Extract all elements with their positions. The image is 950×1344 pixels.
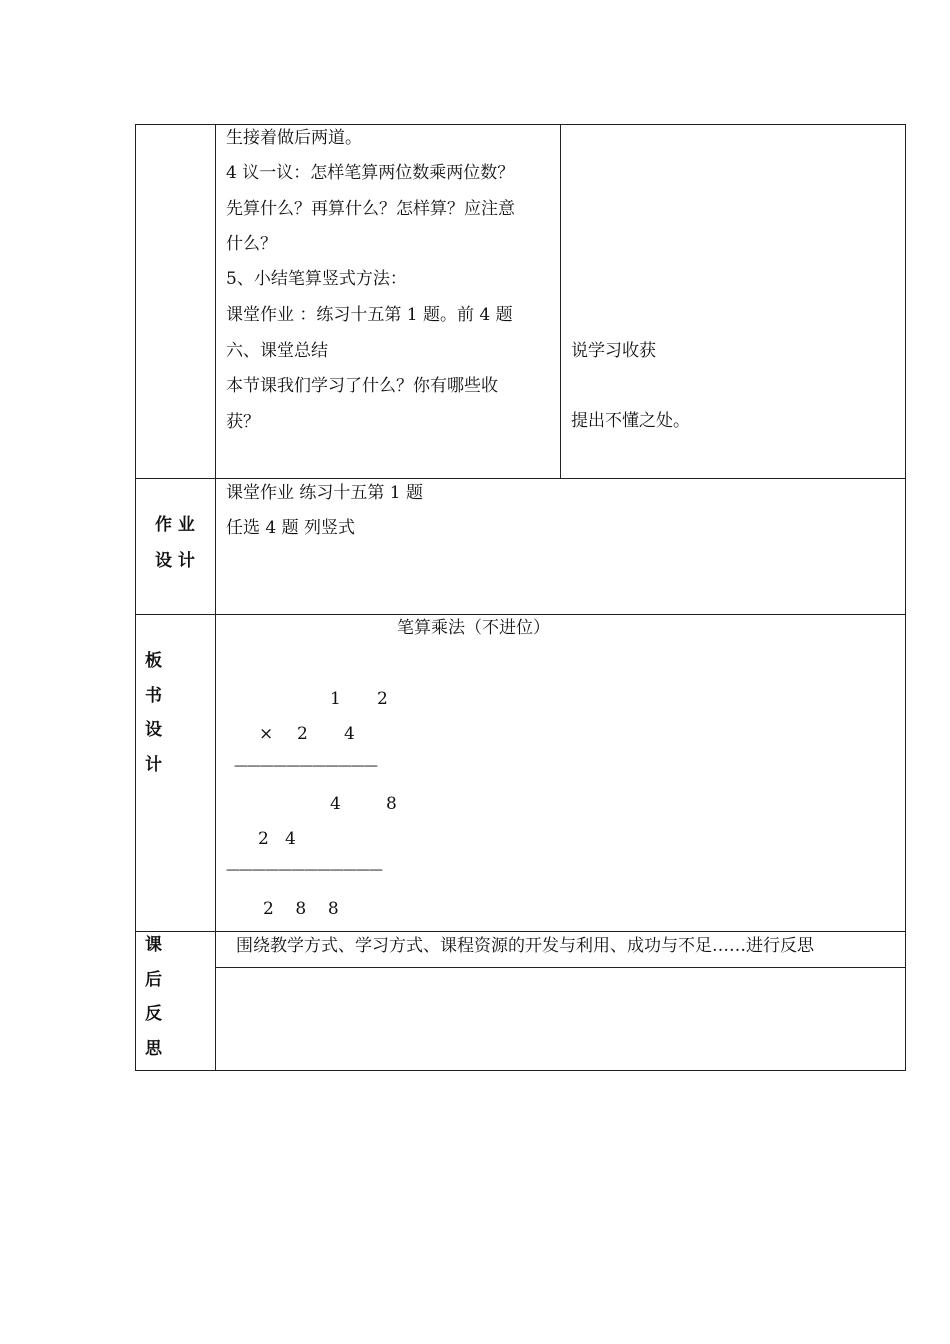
- digit: 4: [330, 794, 341, 814]
- process-line: 生接着做后两道。: [226, 128, 362, 148]
- process-line: 六、课堂总结: [226, 341, 328, 361]
- reflection-label: 思: [145, 1039, 162, 1059]
- process-line: 获？: [226, 412, 260, 432]
- reflection-guidance: 围绕教学方式、学习方式、课程资源的开发与利用、成功与不足……进行反思: [236, 936, 814, 956]
- column-divider: [215, 124, 216, 1071]
- times-sign: ×: [259, 724, 274, 744]
- table-border-bottom: [135, 1070, 906, 1071]
- reflection-label: 课: [145, 935, 162, 955]
- row-divider: [135, 478, 906, 479]
- process-line: 4 议一议：怎样笔算两位数乘两位数？: [226, 163, 515, 183]
- process-line: 5、小结笔算竖式方法：: [226, 269, 407, 289]
- digit: 1: [330, 689, 341, 709]
- student-line: 说学习收获: [571, 341, 656, 361]
- digit: 2: [377, 689, 388, 709]
- process-line: 什么？: [226, 234, 277, 254]
- calculation-rule: ————————————: [226, 862, 382, 878]
- calculation-rule: ———————————: [234, 758, 377, 774]
- student-line: 提出不懂之处。: [571, 411, 690, 431]
- process-line: 先算什么？再算什么？怎样算？应注意: [226, 199, 515, 219]
- board-label: 计: [145, 755, 162, 775]
- digit: 4: [344, 724, 355, 744]
- homework-line: 课堂作业 练习十五第 1 题: [226, 483, 424, 503]
- board-label: 书: [145, 686, 162, 706]
- homework-line: 任选 4 题 列竖式: [226, 518, 356, 538]
- reflection-label: 后: [145, 970, 162, 990]
- column-divider: [560, 124, 561, 479]
- digit: 8: [386, 794, 397, 814]
- table-border-top: [135, 124, 906, 125]
- row-divider: [215, 967, 906, 968]
- row-divider: [135, 931, 906, 932]
- process-line: 课堂作业 ：练习十五第 1 题。前 4 题: [226, 305, 513, 325]
- board-label: 板: [145, 651, 162, 671]
- digit: 2: [297, 724, 308, 744]
- process-line: 本节课我们学习了什么？你有哪些收: [226, 376, 498, 396]
- table-border-right: [905, 124, 906, 1071]
- partial-product: 2 4: [258, 829, 296, 849]
- table-border-left: [135, 124, 136, 1071]
- reflection-label: 反: [145, 1004, 162, 1024]
- board-label: 设: [145, 720, 162, 740]
- product-result: 2 8 8: [263, 899, 339, 919]
- homework-label: 设 计: [155, 551, 195, 571]
- board-title: 笔算乘法（不进位）: [397, 618, 550, 638]
- row-divider: [135, 614, 906, 615]
- homework-label: 作 业: [155, 515, 195, 535]
